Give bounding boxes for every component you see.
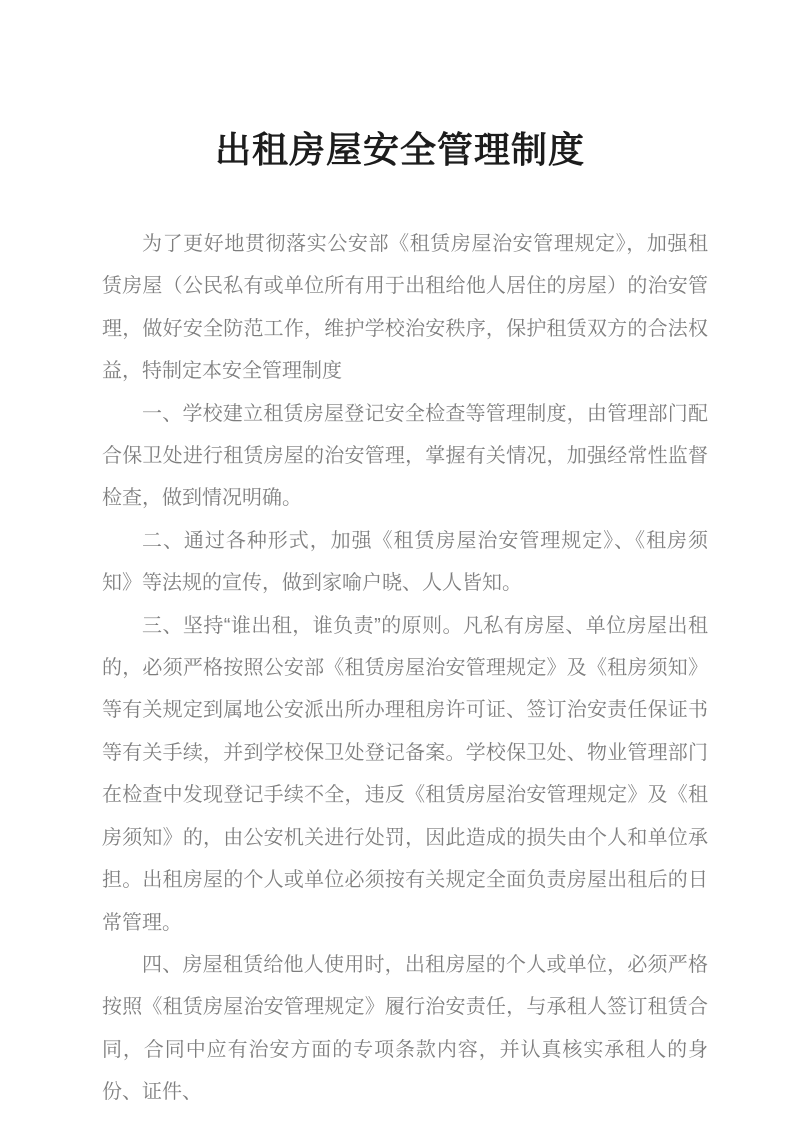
document-title: 出租房屋安全管理制度: [214, 130, 585, 170]
paragraph-rule-1: 一、学校建立租赁房屋登记安全检查等管理制度，由管理部门配合保卫处进行租赁房屋的治安管理，掌握有关情况，加强经常性监督检查，做到情况明确。: [102, 402, 708, 510]
paragraph-intro: 为了更好地贯彻落实公安部《租赁房屋治安管理规定》，加强租赁房屋（公民私有或单位所有用于出租给他人居住的房屋）的治安管理，做好安全防范工作，维护学校治安秩序，保护租赁双方的合法权益，特制定本安全管理制度: [102, 233, 708, 383]
paragraph-rule-4: 四、房屋租赁给他人使用时，出租房屋的个人或单位，必须严格按照《租赁房屋治安管理规定》履行治安责任，与承租人签订租赁合同，合同中应有治安方面的专项条款内容，并认真核实承租人的身份、证件、: [102, 953, 708, 1104]
paragraph-rule-3: 三、坚持“谁出租，谁负责”的原则。凡私有房屋、单位房屋出租的，必须严格按照公安部《租赁房屋治安管理规定》及《租房须知》等有关规定到属地公安派出所办理租房许可证、签订治安责任保证书等有关手续，并到学校保卫处登记备案。学校保卫处、物业管理部门在检查中发现登记手续不全，违反《租赁房屋治安管理规定》及《租房须知》的，由公安机关进行处罚，因此造成的损失由个人和单位承担。出租房屋的个人或单位必须按有关规定全面负责房屋出租后的日常管理。: [102, 614, 708, 934]
document-body: [102, 223, 708, 1114]
paragraph-rule-2: 二、通过各种形式，加强《租赁房屋治安管理规定》、《租房须知》等法规的宣传，做到家喻户晓、人人皆知。: [102, 529, 708, 595]
